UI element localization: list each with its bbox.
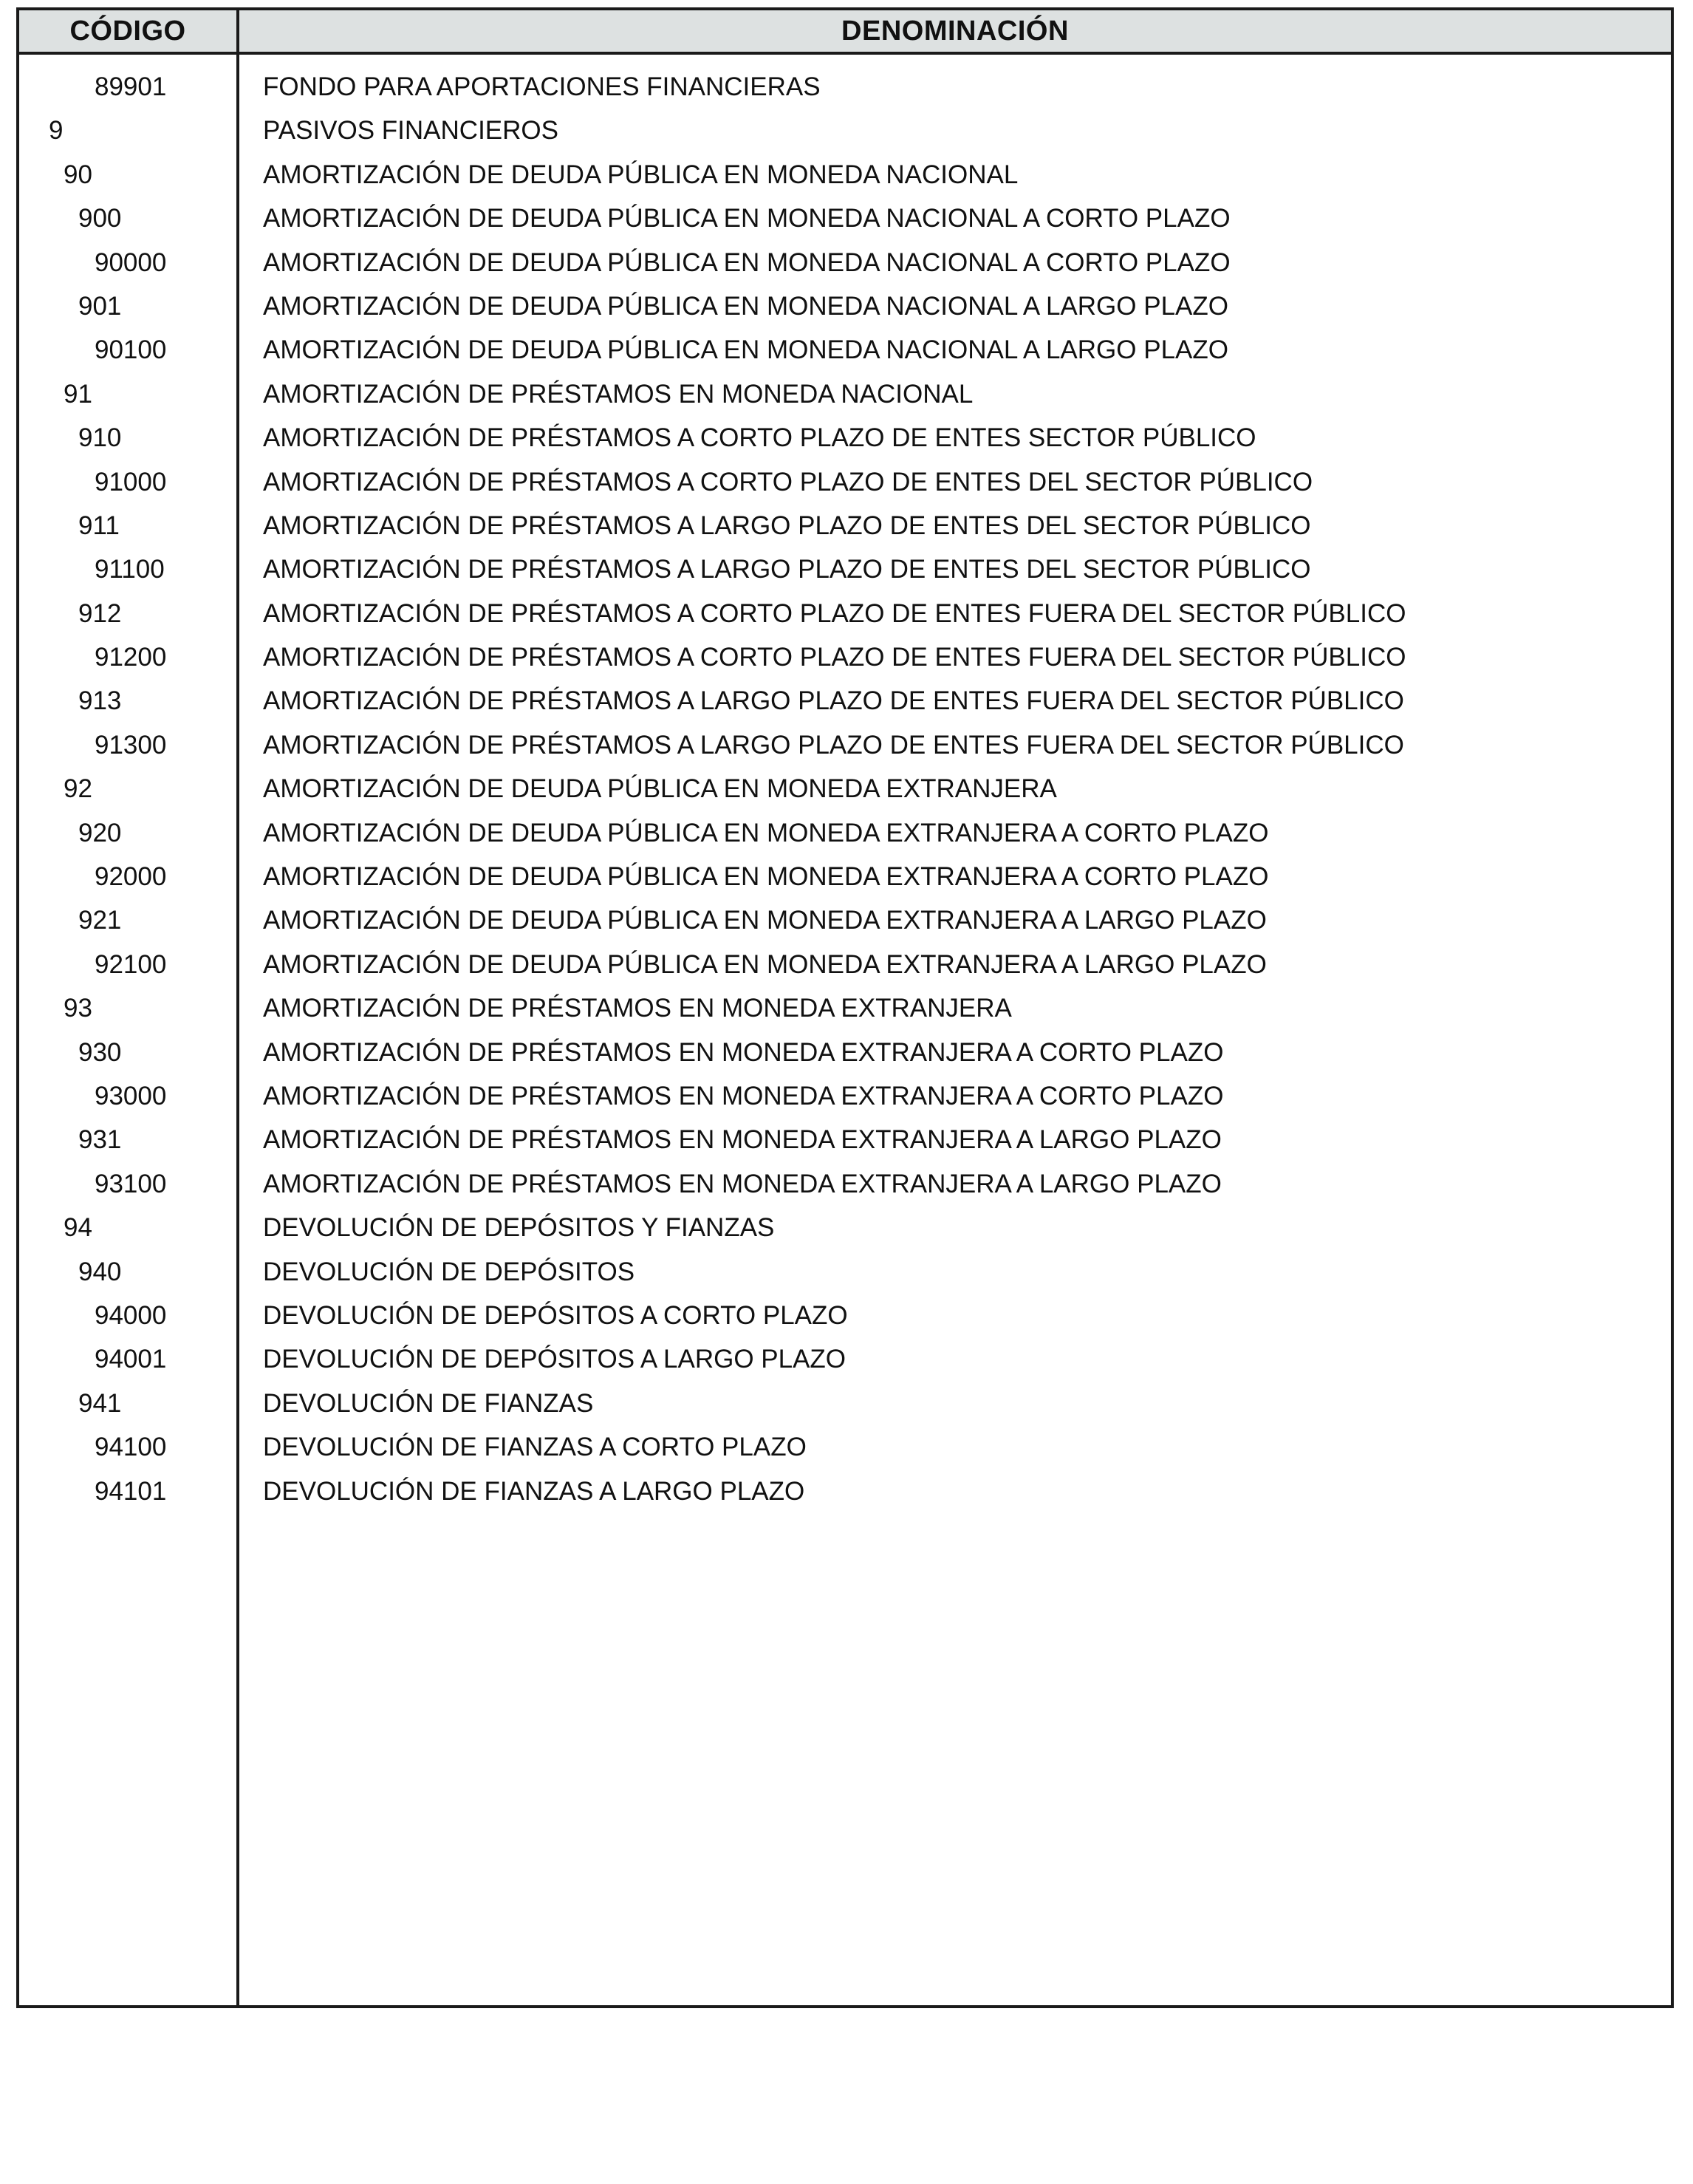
row-denomination: DEVOLUCIÓN DE FIANZAS A CORTO PLAZO (263, 1433, 807, 1462)
table-row (19, 811, 1671, 855)
row-code: 94000 (95, 1300, 167, 1330)
row-denomination: AMORTIZACIÓN DE DEUDA PÚBLICA EN MONEDA EXTRANJERA (263, 774, 1057, 804)
table-row (19, 1074, 1671, 1118)
code-table (16, 7, 1674, 2008)
table-row (19, 943, 1671, 986)
row-denomination: AMORTIZACIÓN DE PRÉSTAMOS A CORTO PLAZO DE ENTES SECTOR PÚBLICO (263, 423, 1256, 453)
table-row (19, 460, 1671, 504)
row-code: 940 (78, 1257, 122, 1286)
row-denomination: AMORTIZACIÓN DE PRÉSTAMOS EN MONEDA EXTRANJERA A LARGO PLAZO (263, 1169, 1222, 1198)
row-denomination: AMORTIZACIÓN DE PRÉSTAMOS A LARGO PLAZO DE ENTES DEL SECTOR PÚBLICO (263, 511, 1311, 540)
row-code: 901 (78, 291, 122, 321)
table-row (19, 986, 1671, 1030)
row-denomination: PASIVOS FINANCIEROS (263, 116, 558, 146)
row-denomination: AMORTIZACIÓN DE PRÉSTAMOS EN MONEDA EXTRANJERA A CORTO PLAZO (263, 1037, 1224, 1067)
row-denomination: AMORTIZACIÓN DE DEUDA PÚBLICA EN MONEDA NACIONAL A LARGO PLAZO (263, 335, 1228, 365)
table-body (19, 65, 1671, 1513)
row-code: 94100 (95, 1433, 167, 1462)
header-denomination: DENOMINACIÓN (841, 16, 1069, 47)
row-denomination: AMORTIZACIÓN DE PRÉSTAMOS A CORTO PLAZO DE ENTES FUERA DEL SECTOR PÚBLICO (263, 643, 1406, 672)
row-code: 941 (78, 1388, 122, 1418)
row-denomination: AMORTIZACIÓN DE DEUDA PÚBLICA EN MONEDA NACIONAL A LARGO PLAZO (263, 291, 1228, 321)
row-denomination: AMORTIZACIÓN DE PRÉSTAMOS A LARGO PLAZO DE ENTES FUERA DEL SECTOR PÚBLICO (263, 686, 1404, 716)
row-code: 900 (78, 204, 122, 233)
row-code: 91300 (95, 730, 167, 760)
row-code: 94001 (95, 1345, 167, 1374)
table-row (19, 679, 1671, 723)
row-denomination: DEVOLUCIÓN DE DEPÓSITOS Y FIANZAS (263, 1213, 775, 1243)
row-code: 93100 (95, 1169, 167, 1198)
row-code: 9 (49, 116, 64, 146)
row-code: 91 (64, 379, 92, 409)
row-denomination: AMORTIZACIÓN DE PRÉSTAMOS A CORTO PLAZO DE ENTES FUERA DEL SECTOR PÚBLICO (263, 598, 1406, 628)
table-row (19, 1206, 1671, 1249)
table-row (19, 1337, 1671, 1381)
row-code: 91000 (95, 467, 167, 496)
row-code: 90 (64, 160, 92, 189)
table-row (19, 1382, 1671, 1425)
table-row (19, 109, 1671, 152)
table-row (19, 767, 1671, 811)
row-denomination: AMORTIZACIÓN DE PRÉSTAMOS A LARGO PLAZO DE ENTES DEL SECTOR PÚBLICO (263, 555, 1311, 584)
table-row (19, 197, 1671, 240)
row-denomination: AMORTIZACIÓN DE PRÉSTAMOS EN MONEDA EXTRANJERA A CORTO PLAZO (263, 1081, 1224, 1110)
row-code: 930 (78, 1037, 122, 1067)
row-code: 92000 (95, 862, 167, 892)
row-denomination: DEVOLUCIÓN DE DEPÓSITOS A CORTO PLAZO (263, 1300, 848, 1330)
row-denomination: AMORTIZACIÓN DE PRÉSTAMOS EN MONEDA EXTRANJERA (263, 994, 1012, 1023)
row-code: 911 (78, 511, 120, 540)
row-denomination: AMORTIZACIÓN DE DEUDA PÚBLICA EN MONEDA NACIONAL (263, 160, 1019, 189)
row-denomination: DEVOLUCIÓN DE FIANZAS (263, 1388, 594, 1418)
row-code: 920 (78, 818, 122, 847)
row-denomination: AMORTIZACIÓN DE DEUDA PÚBLICA EN MONEDA NACIONAL A CORTO PLAZO (263, 248, 1231, 277)
row-denomination: AMORTIZACIÓN DE PRÉSTAMOS EN MONEDA EXTRANJERA A LARGO PLAZO (263, 1125, 1222, 1155)
row-code: 91100 (95, 555, 165, 584)
row-denomination: AMORTIZACIÓN DE DEUDA PÚBLICA EN MONEDA NACIONAL A CORTO PLAZO (263, 204, 1231, 233)
row-code: 90000 (95, 248, 167, 277)
row-code: 90100 (95, 335, 167, 365)
row-code: 93 (64, 994, 92, 1023)
row-code: 93000 (95, 1081, 167, 1110)
row-denomination: DEVOLUCIÓN DE DEPÓSITOS A LARGO PLAZO (263, 1345, 846, 1374)
table-row (19, 372, 1671, 416)
row-code: 92100 (95, 949, 167, 979)
row-code: 921 (78, 906, 122, 935)
table-row (19, 898, 1671, 942)
table-row (19, 1470, 1671, 1513)
row-code: 910 (78, 423, 122, 453)
table-row (19, 635, 1671, 679)
table-row (19, 1031, 1671, 1074)
table-row (19, 1250, 1671, 1294)
row-denomination: AMORTIZACIÓN DE PRÉSTAMOS EN MONEDA NACIONAL (263, 379, 974, 409)
row-code: 92 (64, 774, 92, 804)
row-denomination: AMORTIZACIÓN DE PRÉSTAMOS A LARGO PLAZO DE ENTES FUERA DEL SECTOR PÚBLICO (263, 730, 1404, 760)
table-row (19, 284, 1671, 328)
row-code: 94101 (95, 1476, 167, 1506)
table-row (19, 328, 1671, 372)
row-denomination: AMORTIZACIÓN DE DEUDA PÚBLICA EN MONEDA EXTRANJERA A LARGO PLAZO (263, 906, 1267, 935)
table-row (19, 1118, 1671, 1161)
row-denomination: DEVOLUCIÓN DE FIANZAS A LARGO PLAZO (263, 1476, 805, 1506)
header-code: CÓDIGO (69, 16, 186, 47)
row-denomination: DEVOLUCIÓN DE DEPÓSITOS (263, 1257, 635, 1286)
row-denomination: AMORTIZACIÓN DE DEUDA PÚBLICA EN MONEDA EXTRANJERA A CORTO PLAZO (263, 862, 1269, 892)
table-row (19, 855, 1671, 898)
table-row (19, 1162, 1671, 1206)
row-code: 89901 (95, 72, 167, 101)
table-row (19, 504, 1671, 547)
row-code: 913 (78, 686, 122, 716)
table-row (19, 1294, 1671, 1337)
row-code: 912 (78, 598, 122, 628)
row-code: 931 (78, 1125, 122, 1155)
row-denomination: FONDO PARA APORTACIONES FINANCIERAS (263, 72, 821, 101)
table-row (19, 723, 1671, 767)
row-code: 94 (64, 1213, 92, 1243)
row-denomination: AMORTIZACIÓN DE PRÉSTAMOS A CORTO PLAZO DE ENTES DEL SECTOR PÚBLICO (263, 467, 1313, 496)
table-row (19, 65, 1671, 109)
row-denomination: AMORTIZACIÓN DE DEUDA PÚBLICA EN MONEDA EXTRANJERA A CORTO PLAZO (263, 818, 1269, 847)
table-row (19, 547, 1671, 591)
table-header-row (19, 10, 1671, 55)
table-row (19, 1425, 1671, 1469)
table-row (19, 592, 1671, 635)
table-row (19, 153, 1671, 197)
row-denomination: AMORTIZACIÓN DE DEUDA PÚBLICA EN MONEDA EXTRANJERA A LARGO PLAZO (263, 949, 1267, 979)
table-row (19, 241, 1671, 284)
row-code: 91200 (95, 643, 167, 672)
table-row (19, 416, 1671, 460)
